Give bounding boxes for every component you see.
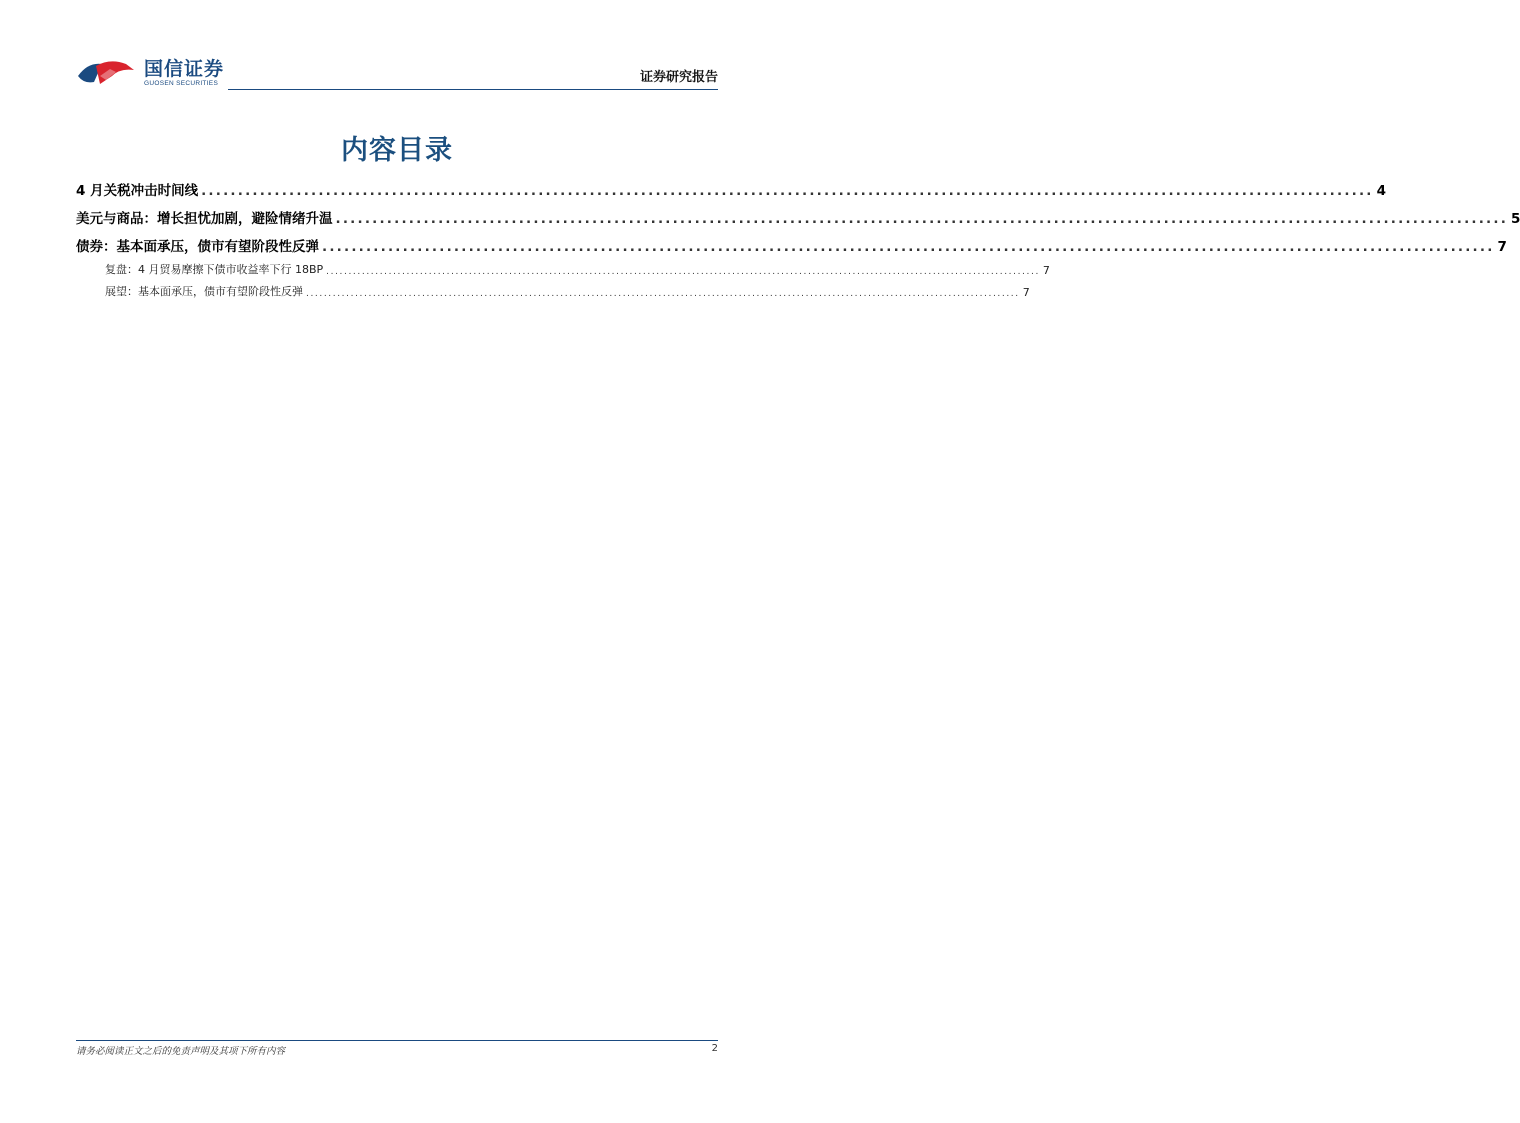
toc-entry[interactable] (76, 227, 1507, 255)
toc-entry-page: 7 (1042, 264, 1050, 277)
toc-leader-dots: ................................................................................................................................................................ (201, 183, 1374, 199)
toc-subentry[interactable] (76, 255, 1050, 277)
toc-entry-page: 5 (1511, 211, 1520, 227)
guosen-logo (76, 56, 224, 88)
toc-entry-text: 美元与商品：增长担忧加剧，避险情绪升温 (76, 211, 333, 227)
toc-entry-page: 4 (1376, 183, 1387, 199)
toc-entry-text: 复盘：4 月贸易摩擦下债市收益率下行 18BP (105, 263, 324, 276)
toc-subentry[interactable] (76, 277, 1030, 299)
report-type-label: 证券研究报告 (639, 70, 718, 85)
toc-leader-dots: ................................................................................................................................................................ (335, 211, 1509, 227)
toc-entry[interactable] (76, 171, 1387, 199)
toc-leader-dots: ................................................................................................................................................................ (322, 239, 1495, 255)
page-number: 2 (711, 1043, 718, 1054)
footer-disclaimer: 请务必阅读正文之后的免责声明及其项下所有内容 (76, 1046, 286, 1057)
logo-chinese-name: 国信证券 (144, 58, 225, 80)
toc-entry-page: 7 (1022, 286, 1030, 299)
footer-divider (76, 1040, 718, 1041)
table-of-contents (76, 171, 1520, 299)
toc-leader-dots: ................................................................................................................................................................ (306, 289, 1020, 299)
toc-leader-dots: ................................................................................................................................................................ (326, 267, 1040, 277)
toc-entry-text: 展望：基本面承压，债市有望阶段性反弹 (105, 285, 303, 298)
guosen-logo-icon (76, 56, 138, 86)
page-header (76, 52, 718, 92)
toc-entry-page: 7 (1497, 239, 1507, 255)
toc-entry[interactable] (76, 199, 1520, 227)
toc-title: 内容目录 (341, 135, 453, 166)
logo-english-name: GUOSEN SECURITIES (144, 80, 219, 87)
header-divider (228, 89, 718, 90)
toc-entry-text: 债券：基本面承压，债市有望阶段性反弹 (76, 239, 319, 255)
toc-entry-text: 4 月关税冲击时间线 (76, 183, 199, 199)
